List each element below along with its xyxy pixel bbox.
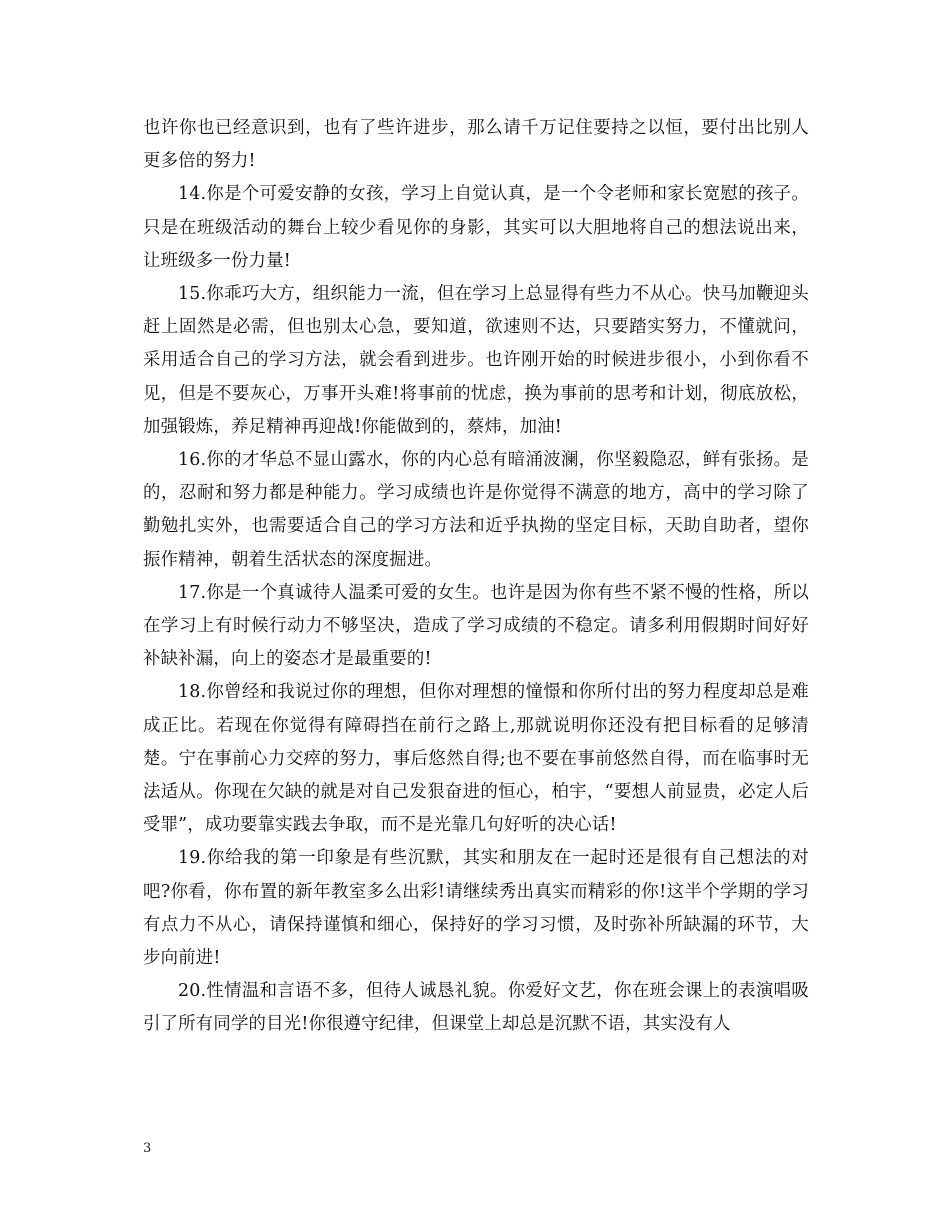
paragraph-17: 17.你是一个真诚待人温柔可爱的女生。也许是因为你有些不紧不慢的性格，所以在学习上有时候行动力不够坚决，造成了学习成绩的不稳定。请多利用假期时间好好补缺补漏，向上的姿态才是最重要的! (143, 582, 809, 670)
paragraph-15: 15.你乖巧大方，组织能力一流，但在学习上总显得有些力不从心。快马加鞭迎头赶上固然是必需，但也别太心急，要知道，欲速则不达，只要踏实努力，不懂就问，采用适合自己的学习方法，就会看到进步。也许刚开始的时候进步很小，小到你看不见，但是不要灰心，万事开头难!将事前的忧虑，换为事前的思考和计划，彻底放松，加强锻炼，养足精神再迎战!你能做到的，蔡炜，加油! (143, 284, 809, 437)
paragraph-19: 19.你给我的第一印象是有些沉默，其实和朋友在一起时还是很有自己想法的对吧?你看，你布置的新年教室多么出彩!请继续秀出真实而精彩的你!这半个学期的学习有点力不从心，请保持谨慎和细心，保持好的学习习惯，及时弥补所缺漏的环节，大步向前进! (143, 848, 809, 969)
page-number: 3 (143, 1141, 152, 1156)
paragraph-14: 14.你是个可爱安静的女孩，学习上自觉认真，是一个令老师和家长宽慰的孩子。只是在班级活动的舞台上较少看见你的身影，其实可以大胆地将自己的想法说出来，让班级多一份力量! (143, 184, 809, 271)
paragraph-13-continued: 也许你也已经意识到，也有了些许进步，那么请千万记住要持之以恒，要付出比别人更多倍的努力! (143, 118, 809, 172)
paragraph-18: 18.你曾经和我说过你的理想，但你对理想的憧憬和你所付出的努力程度却总是难成正比。若现在你觉得有障碍挡在前行之路上,那就说明你还没有把目标看的足够清楚。宁在事前心力交瘁的努力，事后悠然自得;也不要在事前悠然自得，而在临事时无法适从。你现在欠缺的就是对自己发狠奋进的恒心，柏宇，“要想人前显贵，必定人后受罪”，成功要靠实践去争取，而不是光靠几句好听的决心话! (143, 682, 809, 836)
paragraph-20: 20.性情温和言语不多，但待人诚恳礼貌。你爱好文艺，你在班会课上的表演唱吸引了所有同学的目光!你很遵守纪律，但课堂上却总是沉默不语，其实没有人 (143, 981, 809, 1035)
document-body (143, 112, 809, 1042)
paragraph-16: 16.你的才华总不显山露水，你的内心总有暗涌波澜，你坚毅隐忍，鲜有张扬。是的，忍耐和努力都是种能力。学习成绩也许是你觉得不满意的地方，高中的学习除了勤勉扎实外，也需要适合自己的学习方法和近乎执拗的坚定目标，天助自助者，望你振作精神，朝着生活状态的深度掘进。 (143, 450, 809, 570)
